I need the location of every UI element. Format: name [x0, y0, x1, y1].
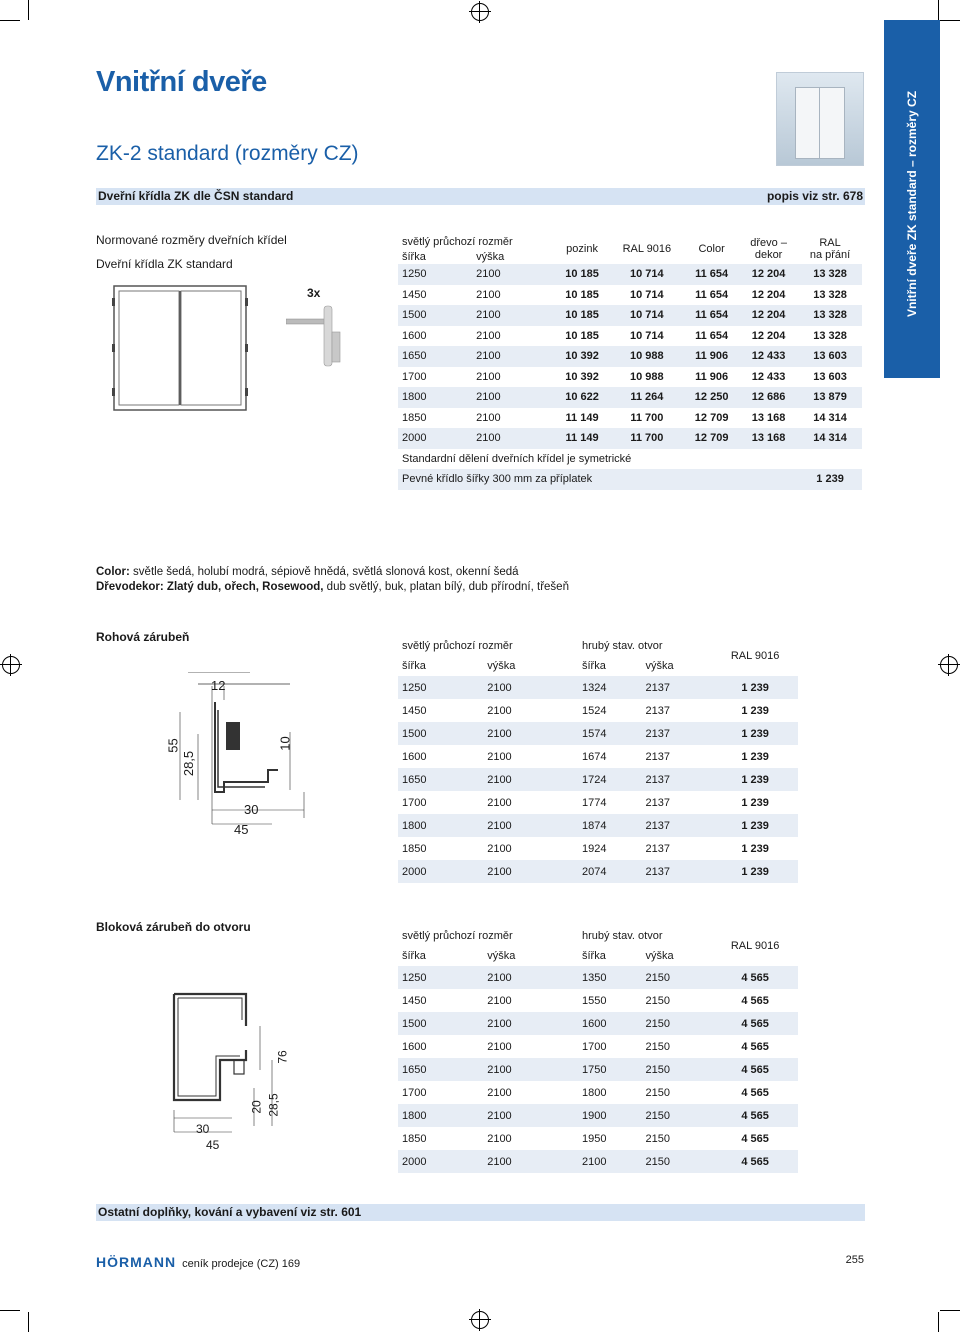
- crop-mark: [28, 1312, 29, 1332]
- cell: 10 988: [630, 350, 664, 363]
- note-fixed-leaf-price: 1 239: [816, 473, 844, 486]
- color-label: Color:: [96, 566, 130, 578]
- cell: 2150: [645, 994, 670, 1007]
- cell: 1 239: [741, 681, 769, 694]
- cell: 2100: [476, 432, 501, 445]
- cell: 1250: [402, 971, 427, 984]
- cell: 10 714: [630, 268, 664, 281]
- cell: 12 204: [751, 329, 786, 342]
- cell: 11 906: [695, 350, 729, 363]
- double-door-drawing: [112, 284, 248, 412]
- cell: 2137: [645, 750, 670, 763]
- cell: 10 392: [565, 350, 599, 363]
- cell: 11 700: [630, 411, 664, 424]
- cell: 1324: [581, 681, 607, 694]
- cell: 4 565: [741, 994, 769, 1007]
- cell: 1700: [402, 370, 427, 383]
- header-clear-dimension: světlý průchozí rozměr: [402, 930, 513, 942]
- crop-mark: [940, 20, 960, 21]
- header-height: výška: [476, 250, 505, 263]
- cell: 12 204: [751, 309, 786, 322]
- cell: 12 250: [694, 391, 729, 404]
- dim-label: 55: [165, 738, 181, 753]
- cell: 1600: [402, 750, 427, 763]
- footer: [96, 1254, 300, 1270]
- block-frame-profile-drawing: [160, 990, 320, 1136]
- door-photo: [776, 72, 864, 166]
- crop-mark: [940, 1310, 960, 1311]
- crop-mark: [938, 1312, 939, 1332]
- cell: 1800: [402, 391, 427, 404]
- cell: 11 654: [695, 268, 729, 281]
- header-width: šířka: [402, 660, 426, 672]
- cell: 1850: [402, 411, 427, 424]
- header-width: šířka: [581, 660, 606, 672]
- cell: 1700: [402, 1086, 427, 1099]
- cell: 2137: [645, 727, 670, 740]
- page-number: 255: [845, 1254, 864, 1266]
- cell: 1 239: [741, 704, 769, 717]
- cell: 2100: [487, 994, 512, 1007]
- cell: 1 239: [741, 727, 769, 740]
- cell: 2000: [402, 865, 427, 878]
- cell: 1 239: [741, 865, 769, 878]
- cell: 10 988: [630, 370, 664, 383]
- cell: 11 264: [630, 391, 664, 404]
- cell: 2150: [645, 1109, 670, 1122]
- cell: 2137: [645, 796, 670, 809]
- cell: 13 328: [813, 288, 847, 301]
- cell: 1250: [402, 268, 427, 281]
- color-line: [96, 565, 569, 580]
- cell: 2100: [487, 1063, 512, 1076]
- dim-label: 10: [277, 736, 293, 751]
- block-frame-title: Bloková zárubeň do otvoru: [96, 920, 251, 934]
- cell: 2100: [476, 268, 501, 281]
- cell: 2100: [487, 1132, 512, 1145]
- cell: 2137: [645, 865, 670, 878]
- header-height: výška: [487, 950, 516, 962]
- cell: 2100: [487, 842, 512, 855]
- cell: 10 714: [630, 329, 664, 342]
- cell: 2100: [487, 1017, 512, 1030]
- cell: 11 700: [630, 432, 664, 445]
- cell: 2100: [487, 1109, 512, 1122]
- cell: 1350: [581, 971, 607, 984]
- wood-text: dub světlý, buk, platan bílý, dub přírodní, třešeň: [323, 581, 569, 593]
- cell: 10 185: [565, 268, 599, 281]
- registration-mark-icon: [471, 1311, 489, 1329]
- header-ral9016: RAL 9016: [730, 650, 780, 662]
- cell: 13 328: [813, 309, 847, 322]
- cell: 1650: [402, 773, 427, 786]
- section1-desc-line2: Dveřní křídla ZK standard: [96, 257, 233, 271]
- cell: 1650: [402, 1063, 427, 1076]
- color-text: světle šedá, holubí modrá, sépiově hnědá, světlá slonová kost, okenní šedá: [129, 566, 519, 578]
- cell: 1 239: [741, 796, 769, 809]
- page-subtitle: ZK-2 standard (rozměry CZ): [96, 142, 359, 165]
- cell: 2137: [645, 842, 670, 855]
- cell: 14 314: [813, 432, 847, 445]
- crop-mark: [938, 0, 939, 20]
- cell: 2100: [487, 1040, 512, 1053]
- cell: 1800: [581, 1086, 607, 1099]
- cell: 10 185: [565, 329, 599, 342]
- door-leaf-price-table: [398, 234, 862, 490]
- cell: 2100: [487, 971, 512, 984]
- header-rough-opening: hrubý stav. otvor: [581, 640, 663, 652]
- page-title: Vnitřní dveře: [96, 66, 267, 98]
- hinge-quantity: 3x: [307, 286, 321, 300]
- cell: 2150: [645, 1040, 670, 1053]
- cell: 13 168: [751, 432, 786, 445]
- cell: 2100: [476, 370, 501, 383]
- cell: 2100: [487, 727, 512, 740]
- crop-mark: [0, 20, 20, 21]
- header-rough-opening: hrubý stav. otvor: [581, 930, 663, 942]
- cell: 1600: [402, 1040, 427, 1053]
- dim-label: 12: [211, 678, 226, 693]
- cell: 13 879: [813, 391, 847, 404]
- cell: 1574: [581, 727, 607, 740]
- wood-label: Dřevodekor: Zlatý dub, ořech, Rosewood,: [96, 581, 324, 593]
- cell: 2000: [402, 1155, 427, 1168]
- header-width: šířka: [581, 950, 606, 962]
- cell: 2150: [645, 1132, 670, 1145]
- cell: 11 149: [565, 411, 599, 424]
- crop-mark: [0, 1310, 20, 1311]
- door-illustration-icon: [795, 87, 845, 159]
- cell: 1674: [581, 750, 607, 763]
- wood-line: [96, 580, 569, 595]
- cell: 11 906: [695, 370, 729, 383]
- cell: 2100: [476, 309, 501, 322]
- cell: 1650: [402, 350, 427, 363]
- cell: 13 603: [813, 350, 847, 363]
- cell: 2100: [476, 329, 501, 342]
- cell: 11 654: [695, 288, 729, 301]
- cell: 12 686: [751, 391, 786, 404]
- cell: 2100: [476, 411, 501, 424]
- dim-label: 45: [234, 822, 249, 837]
- cell: 1600: [402, 329, 427, 342]
- cell: 1750: [581, 1063, 607, 1076]
- cell: 1524: [581, 704, 607, 717]
- cell: 1 239: [741, 819, 769, 832]
- cell: 2100: [476, 288, 501, 301]
- cell: 2137: [645, 681, 670, 694]
- cell: 10 622: [565, 391, 599, 404]
- cell: 11 654: [695, 309, 729, 322]
- cell: 2150: [645, 1017, 670, 1030]
- cell: 1250: [402, 681, 427, 694]
- dim-label: 45: [206, 1138, 220, 1152]
- section-bar: [96, 188, 865, 205]
- cell: 1 239: [741, 773, 769, 786]
- cell: 2150: [645, 1155, 670, 1168]
- cell: 1700: [402, 796, 427, 809]
- cell: 1600: [581, 1017, 607, 1030]
- cell: 1450: [402, 994, 427, 1007]
- cell: 2100: [476, 350, 501, 363]
- hinge-icon: [286, 300, 346, 372]
- cell: 1950: [581, 1132, 607, 1145]
- header-wood-line1: dřevo –: [750, 237, 787, 249]
- header-ral9016: RAL 9016: [730, 940, 780, 952]
- cell: 2100: [487, 704, 512, 717]
- cell: 2150: [645, 1063, 670, 1076]
- header-wood-line2: dekor: [754, 249, 783, 261]
- cell: 13 603: [813, 370, 847, 383]
- cell: 1500: [402, 1017, 427, 1030]
- cell: 12 433: [751, 370, 786, 383]
- cell: 12 709: [694, 432, 729, 445]
- cell: 1800: [402, 819, 427, 832]
- cell: 1 239: [741, 842, 769, 855]
- cell: 1 239: [741, 750, 769, 763]
- cell: 4 565: [741, 1040, 769, 1053]
- color-options: [96, 565, 569, 595]
- cell: 13 328: [813, 268, 847, 281]
- cell: 2100: [487, 865, 512, 878]
- corner-frame-price-table: [398, 636, 798, 883]
- registration-mark-icon: [471, 3, 489, 21]
- accessories-bar: [96, 1204, 865, 1221]
- cell: 4 565: [741, 1155, 769, 1168]
- corner-frame-title: Rohová zárubeň: [96, 630, 190, 644]
- cell: 2100: [487, 819, 512, 832]
- cell: 12 433: [751, 350, 786, 363]
- cell: 2100: [487, 796, 512, 809]
- cell: 13 328: [813, 329, 847, 342]
- footer-text: ceník prodejce (CZ) 169: [182, 1258, 301, 1270]
- cell: 1700: [581, 1040, 607, 1053]
- cell: 10 185: [565, 309, 599, 322]
- note-fixed-leaf: Pevné křídlo šířky 300 mm za příplatek: [402, 473, 593, 486]
- header-ral9016: RAL 9016: [622, 243, 672, 255]
- cell: 1500: [402, 309, 427, 322]
- cell: 10 392: [565, 370, 599, 383]
- header-width: šířka: [402, 950, 426, 962]
- header-ral-line2: na přání: [809, 249, 851, 261]
- cell: 1850: [402, 842, 427, 855]
- cell: 1774: [581, 796, 607, 809]
- dim-label: 28,5: [181, 750, 197, 777]
- dim-label: 20: [249, 1100, 264, 1114]
- crop-mark: [28, 0, 29, 20]
- cell: 13 168: [751, 411, 786, 424]
- cell: 2074: [581, 865, 607, 878]
- brand-logo: HÖRMANN: [96, 1254, 177, 1270]
- cell: 11 149: [565, 432, 599, 445]
- header-pozink: pozink: [566, 243, 598, 255]
- cell: 4 565: [741, 1132, 769, 1145]
- header-wood-decor: [739, 234, 798, 264]
- cell: 2100: [487, 681, 512, 694]
- cell: 2100: [487, 1155, 512, 1168]
- cell: 12 204: [751, 288, 786, 301]
- cell: 1800: [402, 1109, 427, 1122]
- cell: 1500: [402, 727, 427, 740]
- cell: 4 565: [741, 1086, 769, 1099]
- section-bar-reference: popis viz str. 678: [766, 189, 863, 203]
- cell: 1874: [581, 819, 607, 832]
- header-width: šířka: [402, 250, 426, 263]
- cell: 2137: [645, 819, 670, 832]
- cell: 4 565: [741, 1017, 769, 1030]
- cell: 10 185: [565, 288, 599, 301]
- section1-desc-line1: Normované rozměry dveřních křídel: [96, 233, 287, 247]
- header-ral-line1: RAL: [819, 237, 841, 249]
- header-color: Color: [698, 243, 725, 255]
- dim-label: 76: [275, 1050, 290, 1064]
- cell: 10 714: [630, 288, 664, 301]
- cell: 4 565: [741, 971, 769, 984]
- block-frame-price-table: [398, 926, 798, 1173]
- registration-mark-icon: [940, 656, 958, 674]
- cell: 2137: [645, 704, 670, 717]
- cell: 1924: [581, 842, 607, 855]
- header-height: výška: [645, 950, 674, 962]
- cell: 2000: [402, 432, 427, 445]
- dim-label: 28,5: [266, 1093, 281, 1117]
- header-ral: [798, 234, 862, 264]
- cell: 1550: [581, 994, 607, 1007]
- cell: 2100: [581, 1155, 607, 1168]
- accessories-bar-text: Ostatní doplňky, kování a vybavení viz str. 601: [98, 1205, 362, 1219]
- side-tab: [884, 20, 940, 378]
- cell: 2137: [645, 773, 670, 786]
- cell: 1450: [402, 704, 427, 717]
- dim-label: 30: [196, 1122, 210, 1136]
- cell: 2150: [645, 1086, 670, 1099]
- cell: 11 654: [695, 329, 729, 342]
- dim-label: 30: [244, 802, 259, 817]
- header-clear-dimension: světlý průchozí rozměr: [402, 640, 513, 652]
- cell: 12 204: [751, 268, 786, 281]
- cell: 12 709: [694, 411, 729, 424]
- side-tab-label: Vnitřní dveře ZK standard – rozměry CZ: [905, 90, 919, 318]
- note-symmetric: Standardní dělení dveřních křídel je symetrické: [402, 452, 632, 465]
- cell: 1850: [402, 1132, 427, 1145]
- header-height: výška: [645, 660, 674, 672]
- cell: 2100: [476, 391, 501, 404]
- header-clear-dimension: světlý průchozí rozměr: [402, 235, 513, 248]
- registration-mark-icon: [2, 656, 20, 674]
- cell: 1900: [581, 1109, 607, 1122]
- cell: 14 314: [813, 411, 847, 424]
- section1-description: [96, 228, 287, 276]
- cell: 2150: [645, 971, 670, 984]
- section-bar-title: Dveřní křídla ZK dle ČSN standard: [98, 189, 294, 203]
- cell: 4 565: [741, 1109, 769, 1122]
- cell: 2100: [487, 750, 512, 763]
- cell: 2100: [487, 1086, 512, 1099]
- cell: 1724: [581, 773, 607, 786]
- cell: 2100: [487, 773, 512, 786]
- cell: 10 714: [630, 309, 664, 322]
- header-height: výška: [487, 660, 516, 672]
- cell: 4 565: [741, 1063, 769, 1076]
- cell: 1450: [402, 288, 427, 301]
